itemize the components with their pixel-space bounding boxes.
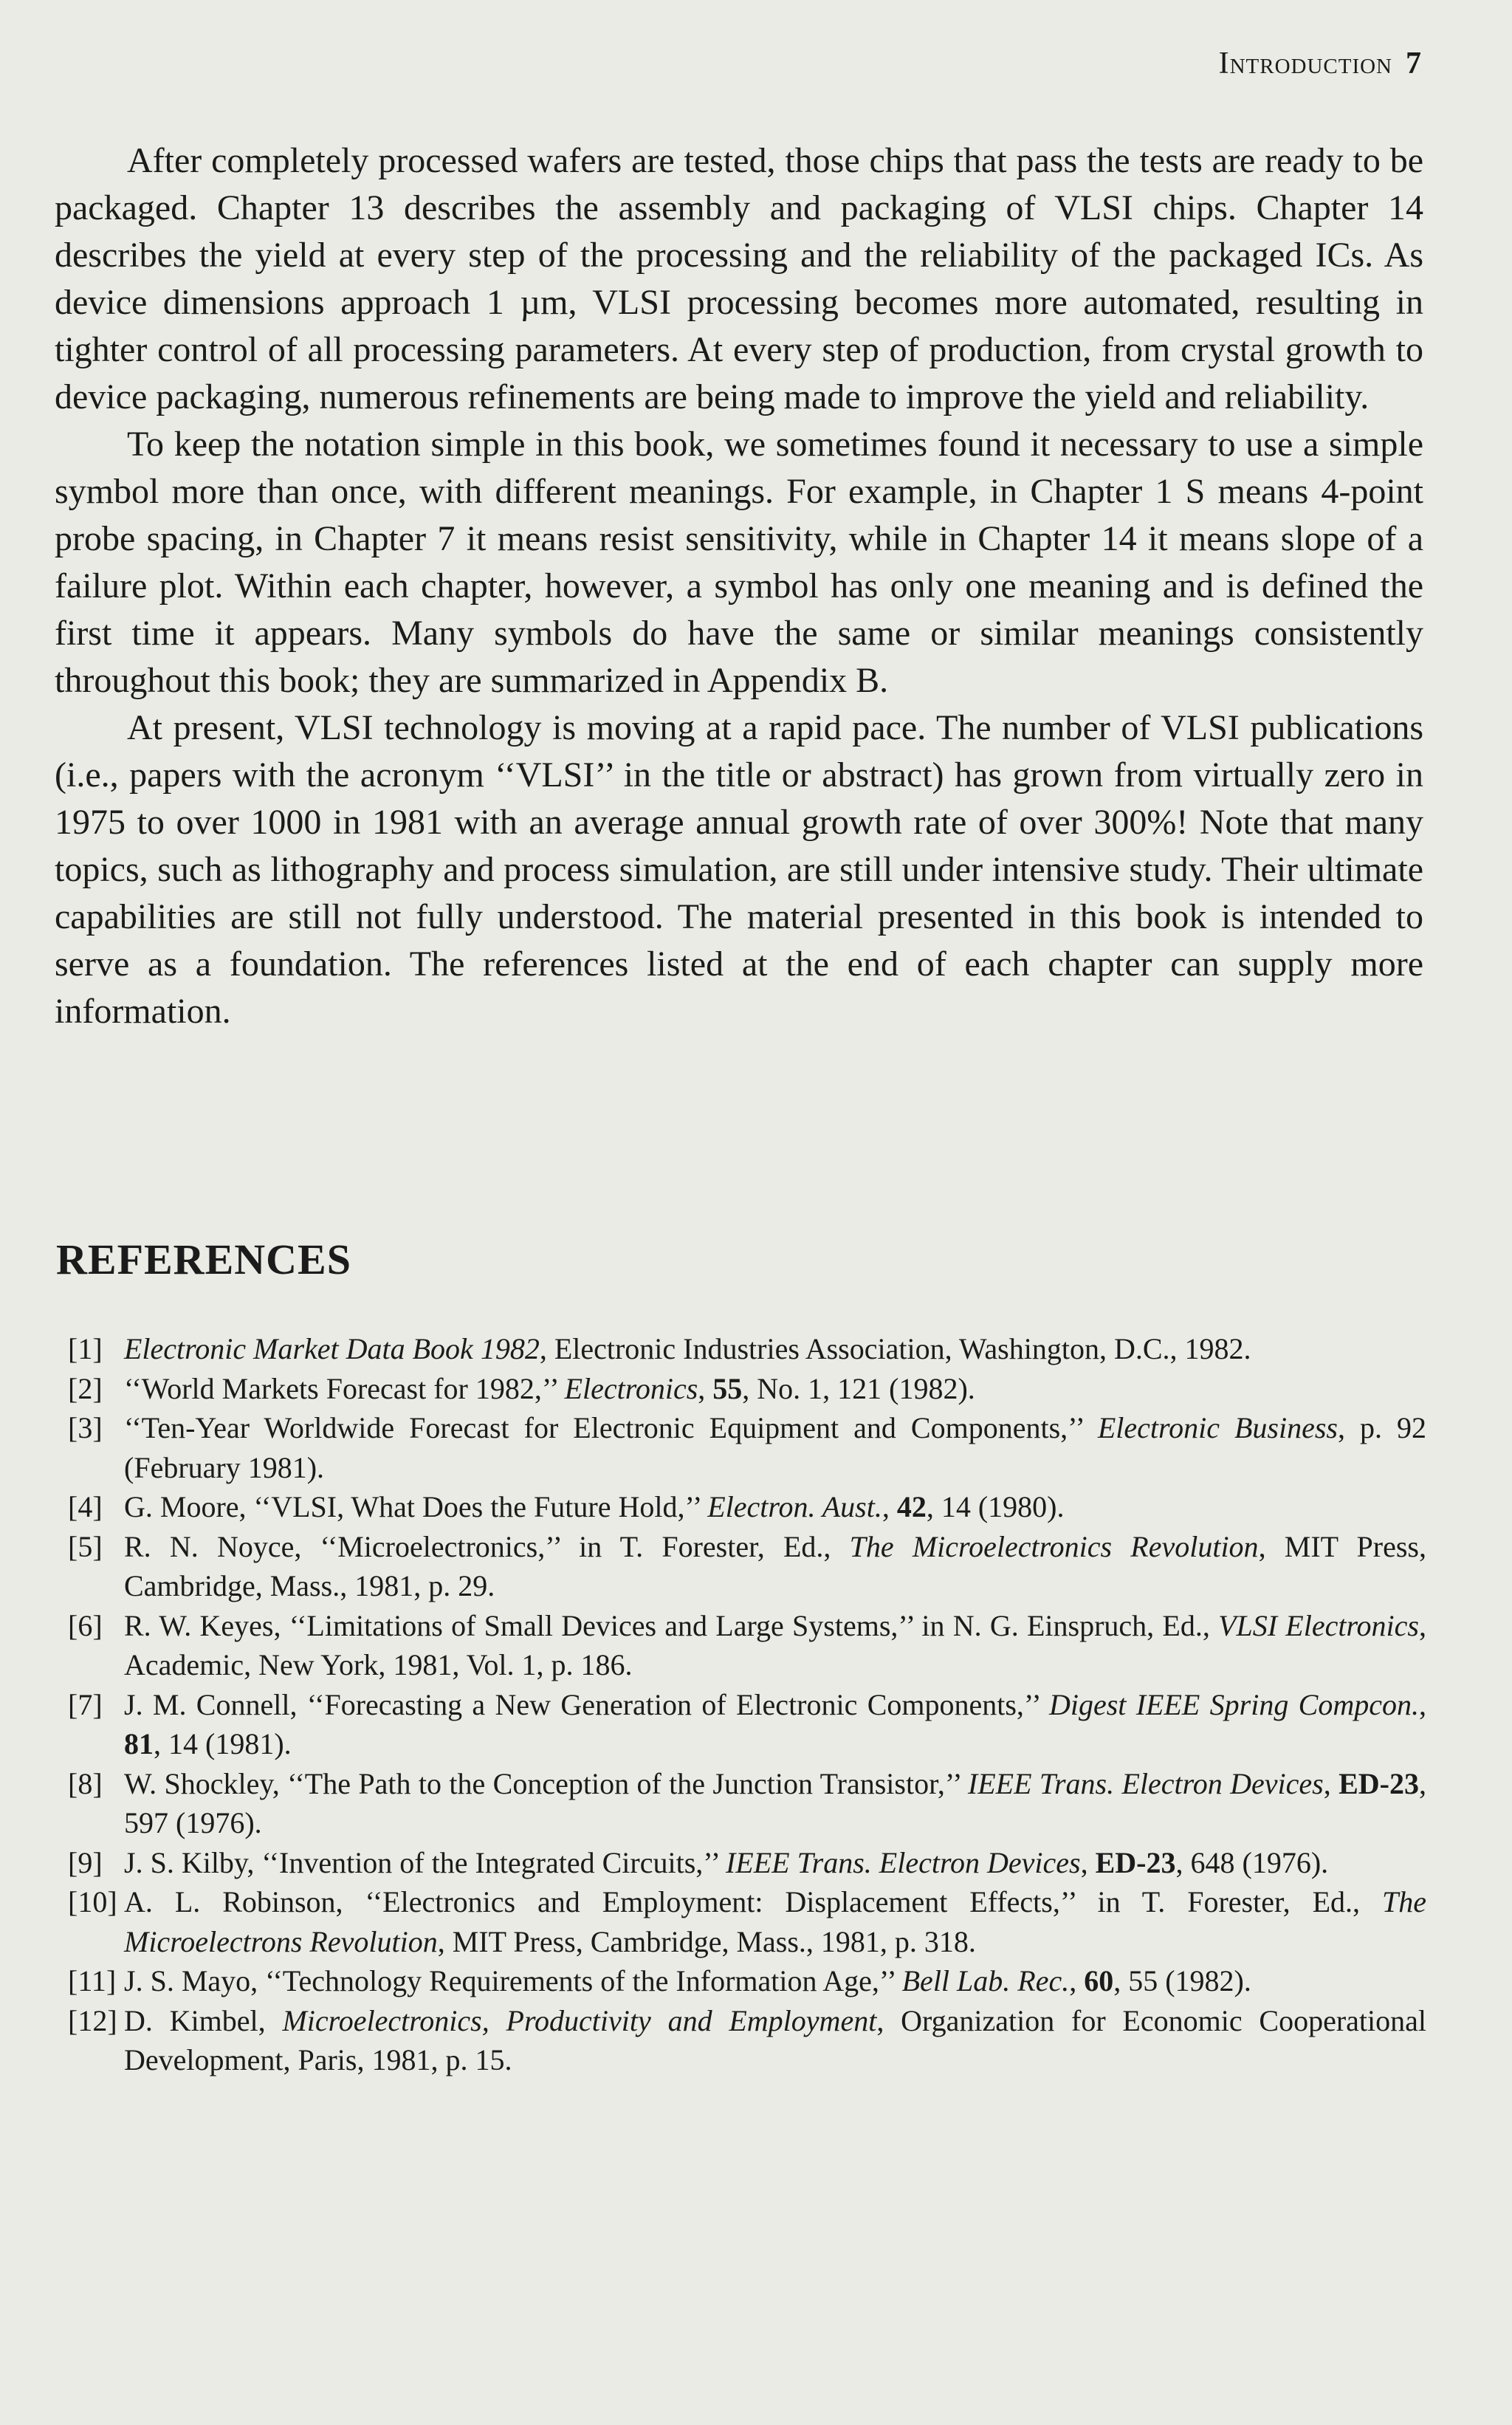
- reference-item: [68, 1685, 1426, 1764]
- reference-item: [68, 1487, 1426, 1527]
- reference-text: R. W. Keyes, ‘‘Limitations of Small Devices and Large Systems,’’ in N. G. Einspruch, Ed., VLSI Electronics, Academic, New York, 1981, Vol. 1, p. 186.: [124, 1608, 1426, 1681]
- reference-number: [6]: [68, 1608, 103, 1642]
- page-number: 7: [1406, 47, 1422, 80]
- references-heading: REFERENCES: [56, 1235, 351, 1283]
- reference-item: [68, 1606, 1426, 1685]
- reference-text: ‘‘World Markets Forecast for 1982,’’ Electronics, 55, No. 1, 121 (1982).: [124, 1371, 975, 1405]
- references-list: [68, 1329, 1426, 2080]
- running-head: [1219, 46, 1422, 81]
- reference-number: [3]: [68, 1411, 103, 1444]
- paragraph: After completely processed wafers are tested, those chips that pass the tests are ready to be packaged. Chapter 13 describes the assembly and packaging of VLSI chips. Chapter 14 describes the yield at every step of the processing and the reliability of the packaged ICs. As device dimensions approach 1 µm, VLSI processing becomes more automated, resulting in tighter control of all processing parameters. At every step of production, from crystal growth to device packaging, numerous refinements are being made to improve the yield and reliability.: [55, 141, 1423, 416]
- reference-text: W. Shockley, ‘‘The Path to the Conception of the Junction Transistor,’’ IEEE Trans. Electron Devices, ED-23, 597 (1976).: [124, 1766, 1426, 1839]
- reference-item: [68, 2001, 1426, 2080]
- reference-item: [68, 1843, 1426, 1883]
- reference-item: [68, 1408, 1426, 1487]
- reference-item: [68, 1764, 1426, 1843]
- reference-item: [68, 1369, 1426, 1409]
- paragraph: To keep the notation simple in this book, we sometimes found it necessary to use a simple symbol more than once, with different meanings. For example, in Chapter 1 S means 4-point probe spacing, in Chapter 7 it means resist sensitivity, while in Chapter 14 it means slope of a failure plot. Within each chapter, however, a symbol has only one meaning and is defined the first time it appears. Many symbols do have the same or similar meanings consistently throughout this book; they are summarized in Appendix B.: [55, 425, 1423, 700]
- reference-number: [5]: [68, 1529, 103, 1563]
- reference-item: [68, 1527, 1426, 1606]
- reference-item: [68, 1329, 1426, 1369]
- reference-number: [10]: [68, 1885, 117, 1918]
- reference-text: J. M. Connell, ‘‘Forecasting a New Generation of Electronic Components,’’ Digest IEEE Spring Compcon., 81, 14 (1981).: [124, 1687, 1426, 1760]
- reference-text: J. S. Kilby, ‘‘Invention of the Integrated Circuits,’’ IEEE Trans. Electron Devices, ED-23, 648 (1976).: [124, 1845, 1329, 1879]
- reference-number: [12]: [68, 2003, 117, 2037]
- reference-number: [11]: [68, 1964, 117, 1997]
- body-text: [55, 137, 1423, 1035]
- paragraph: At present, VLSI technology is moving at a rapid pace. The number of VLSI publications (i.e., papers with the acronym ‘‘VLSI’’ in the title or abstract) has grown from virtually zero in 1975 to over 1000 in 1981 with an average annual growth rate of over 300%! Note that many topics, such as lithography and process simulation, are still under intensive study. Their ultimate capabilities are still not fully understood. The material presented in this book is intended to serve as a foundation. The references listed at the end of each chapter can supply more information.: [55, 708, 1423, 1031]
- reference-text: Electronic Market Data Book 1982, Electronic Industries Association, Washington, D.C., 1982.: [124, 1332, 1251, 1365]
- running-head-title: Introduction: [1218, 47, 1392, 80]
- reference-number: [9]: [68, 1845, 103, 1879]
- reference-item: [68, 1961, 1426, 2001]
- reference-number: [2]: [68, 1371, 103, 1405]
- reference-text: ‘‘Ten-Year Worldwide Forecast for Electronic Equipment and Components,’’ Electronic Business, p. 92 (February 1981).: [124, 1411, 1427, 1484]
- reference-number: [7]: [68, 1687, 103, 1721]
- reference-text: G. Moore, ‘‘VLSI, What Does the Future Hold,’’ Electron. Aust., 42, 14 (1980).: [124, 1490, 1065, 1523]
- reference-number: [1]: [68, 1332, 103, 1365]
- reference-text: J. S. Mayo, ‘‘Technology Requirements of the Information Age,’’ Bell Lab. Rec., 60, 55 (1982).: [124, 1964, 1251, 1997]
- reference-text: R. N. Noyce, ‘‘Microelectronics,’’ in T. Forester, Ed., The Microelectronics Revolution, MIT Press, Cambridge, Mass., 1981, p. 29.: [124, 1529, 1426, 1602]
- reference-number: [8]: [68, 1766, 103, 1800]
- reference-text: D. Kimbel, Microelectronics, Productivity and Employment, Organization for Economic Cooperational Development, Paris, 1981, p. 15.: [124, 2003, 1426, 2076]
- reference-text: A. L. Robinson, ‘‘Electronics and Employment: Displacement Effects,’’ in T. Forester, Ed., The Microelectrons Revolution, MIT Press, Cambridge, Mass., 1981, p. 318.: [124, 1885, 1426, 1958]
- reference-item: [68, 1882, 1426, 1961]
- reference-number: [4]: [68, 1490, 103, 1523]
